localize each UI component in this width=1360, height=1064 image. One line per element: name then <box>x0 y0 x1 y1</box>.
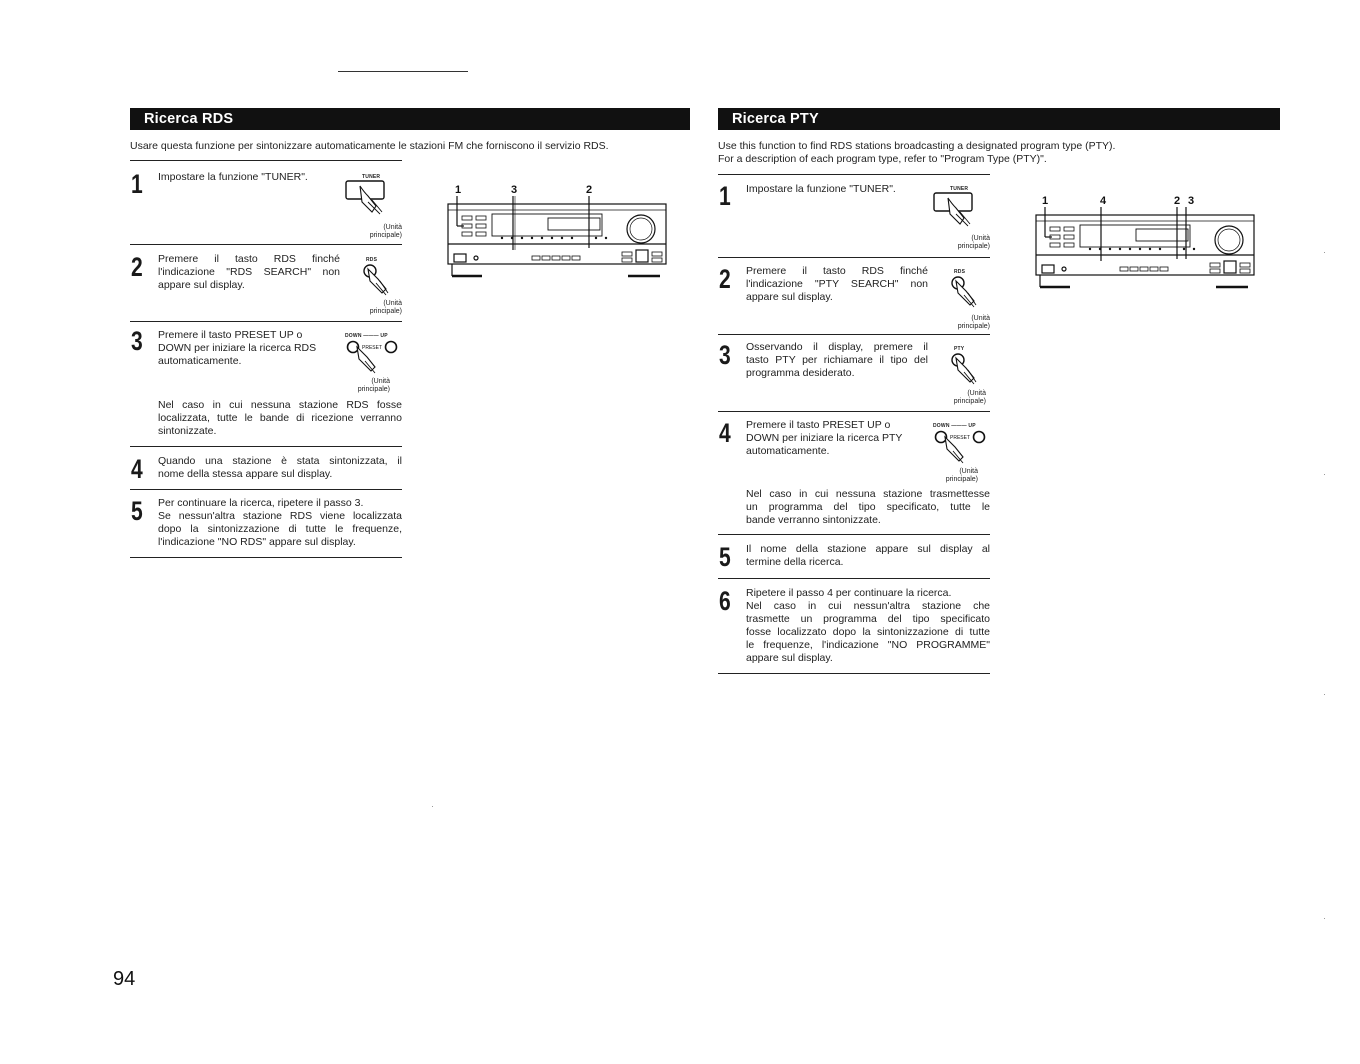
step-note: Nel caso in cui nessuna stazione trasmettesse un programma del tipo specificato, tutte le bande verranno sintonizzate. <box>746 488 990 526</box>
step-text: Premere il tasto RDS finché l'indicazione "RDS SEARCH" non appare sul display. <box>158 253 340 291</box>
scan-speck <box>1324 918 1325 919</box>
scan-speck <box>432 806 433 807</box>
svg-text:PRESET: PRESET <box>950 435 971 441</box>
step-text: Il nome della stazione appare sul display al termine della ricerca. <box>746 543 990 568</box>
divider <box>718 334 990 335</box>
step-text: Premere il tasto PRESET UP o DOWN per iniziare la ricerca PTY automaticamente. <box>746 419 903 457</box>
divider <box>718 411 990 412</box>
pty-button-figure: PTY <box>940 344 1010 414</box>
callout-label: 3 <box>1188 195 1195 207</box>
step-number: 5 <box>131 496 143 526</box>
step-number: 2 <box>131 252 143 282</box>
header-rule <box>338 71 468 72</box>
receiver-front-panel-diagram <box>440 196 670 288</box>
divider <box>130 557 402 558</box>
step-number: 4 <box>131 454 143 484</box>
preset-button-figure: DOWN ——— UP PRESET <box>343 331 413 401</box>
step-number: 3 <box>131 326 143 356</box>
callout-label: 2 <box>1174 195 1181 207</box>
page-number: 94 <box>113 968 136 990</box>
callout-label: 4 <box>1100 195 1107 207</box>
step-text: Osservando il display, premere il tasto PTY per richiamare il tipo del programma desiderato. <box>746 341 928 379</box>
step-text: Premere il tasto RDS finché l'indicazione "PTY SEARCH" non appare sul display. <box>746 265 928 303</box>
step-number: 4 <box>719 418 731 448</box>
step-number: 6 <box>719 586 731 616</box>
scan-speck <box>1324 252 1325 253</box>
step-text: Premere il tasto PRESET UP o DOWN per iniziare la ricerca RDS automaticamente. <box>158 329 317 367</box>
rds-button-figure: RDS <box>940 267 1010 337</box>
step-number: 5 <box>719 542 731 572</box>
divider <box>130 489 402 490</box>
button-caption: (Unità principale) <box>957 235 990 250</box>
step-text: Impostare la funzione "TUNER". <box>746 183 896 195</box>
step-number: 1 <box>131 169 143 199</box>
step-number: 2 <box>719 264 731 294</box>
callout-label: 1 <box>1042 195 1049 207</box>
divider <box>718 673 990 674</box>
tuner-button-figure: TUNER <box>340 172 410 242</box>
section-intro: Use this function to find RDS stations broadcasting a designated program type (PTY). For a description of each program type, refer to "Program Type (PTY)". <box>718 140 1116 165</box>
section-intro: Usare questa funzione per sintonizzare automaticamente le stazioni FM che forniscono il servizio RDS. <box>130 140 609 152</box>
section-title: Ricerca PTY <box>732 111 819 127</box>
section-title-bar <box>718 108 1280 130</box>
callout-label: 1 <box>455 184 462 196</box>
step-text: Quando una stazione è stata sintonizzata, il nome della stessa appare sul display. <box>158 455 402 480</box>
button-caption: (Unità principale) <box>957 315 990 330</box>
receiver-front-panel-diagram <box>1028 207 1258 299</box>
step-number: 3 <box>719 340 731 370</box>
button-caption: (Unità principale) <box>369 224 402 239</box>
section-title-bar <box>130 108 690 130</box>
scan-speck <box>1324 474 1325 475</box>
divider <box>130 160 402 161</box>
divider <box>130 244 402 245</box>
preset-button-figure: DOWN ——— UP PRESET <box>931 421 1001 491</box>
divider <box>130 321 402 322</box>
section-title: Ricerca RDS <box>144 111 234 127</box>
step-text: Per continuare la ricerca, ripetere il passo 3. Se nessun'altra stazione RDS viene localizzata dopo la sintonizzazione di tutte le frequenze, l'indicazione "NO RDS" appare sul display. <box>158 497 402 548</box>
divider <box>718 534 990 535</box>
step-text: Ripetere il passo 4 per continuare la ricerca. Nel caso in cui nessun'altra stazione che trasmette un programma del tipo specificato fosse localizzato dopo la sintonizzazione di tutte le frequenze, l'indicazione "NO PROGRAMME" appare sul display. <box>746 587 990 664</box>
callout-label: 2 <box>586 184 593 196</box>
svg-text:PRESET: PRESET <box>362 345 383 351</box>
callout-label: 3 <box>511 184 518 196</box>
divider <box>718 578 990 579</box>
button-caption: (Unità principale) <box>953 390 986 405</box>
rds-button-figure: RDS <box>352 255 422 325</box>
button-caption: (Unità principale) <box>945 468 978 483</box>
step-note: Nel caso in cui nessuna stazione RDS fosse localizzata, tutte le bande di ricezione verranno sintonizzate. <box>158 399 402 437</box>
divider <box>718 174 990 175</box>
tuner-button-figure: TUNER <box>928 184 998 254</box>
step-number: 1 <box>719 181 731 211</box>
hand-press-icon <box>940 344 990 388</box>
divider <box>130 446 402 447</box>
button-caption: (Unità principale) <box>357 378 390 393</box>
step-text: Impostare la funzione "TUNER". <box>158 171 308 183</box>
divider <box>718 257 990 258</box>
button-caption: (Unità principale) <box>369 300 402 315</box>
scan-speck <box>1324 694 1325 695</box>
